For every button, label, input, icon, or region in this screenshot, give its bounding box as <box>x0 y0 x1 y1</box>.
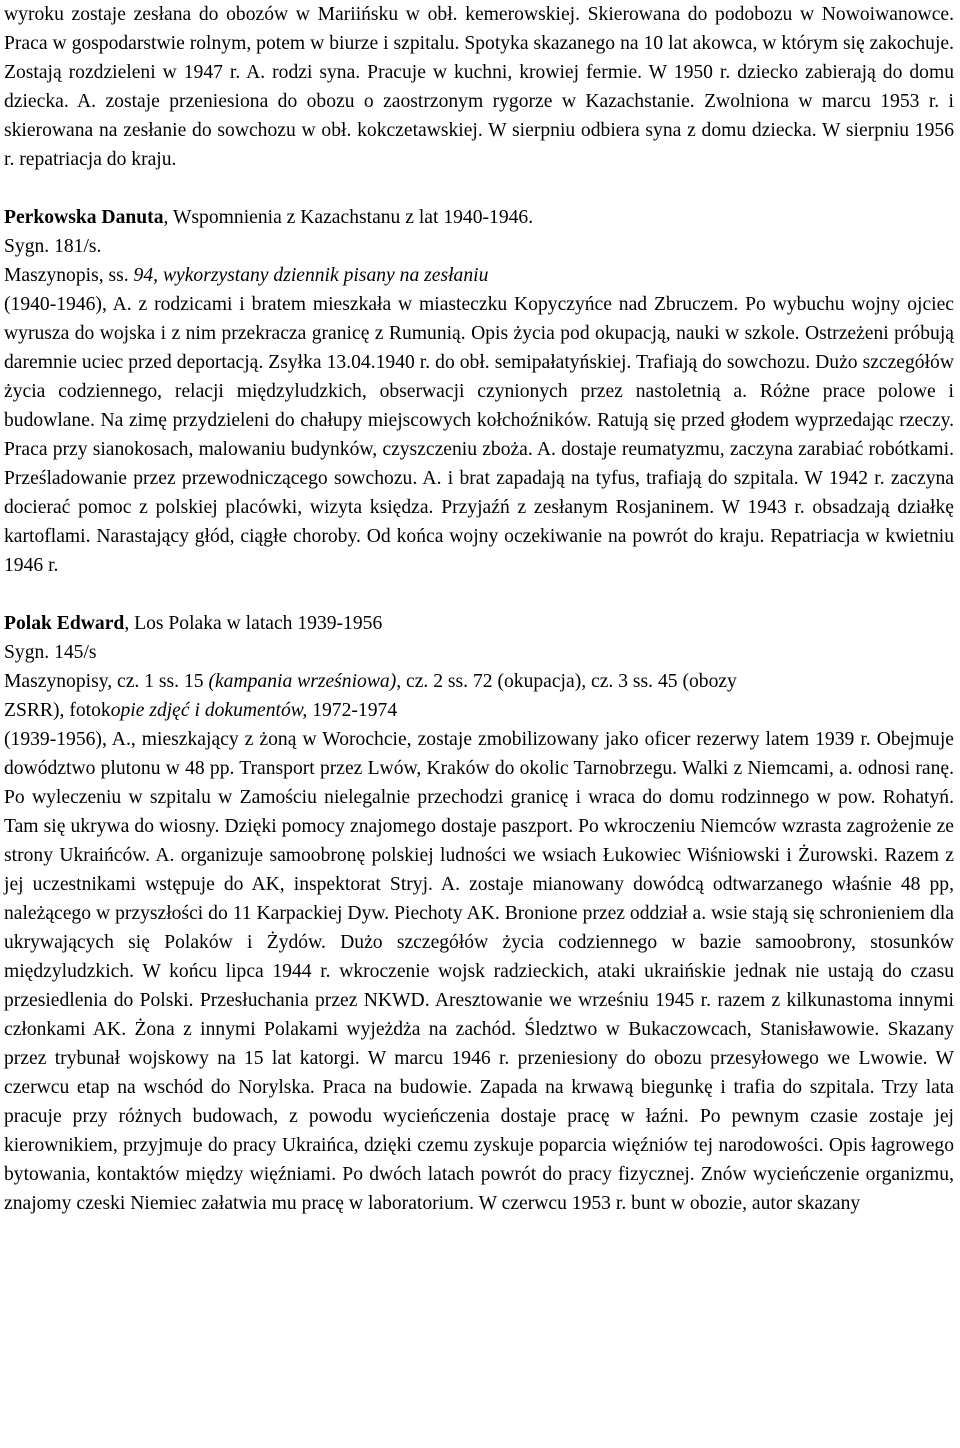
entry-heading <box>4 203 954 232</box>
entry-author: Perkowska Danuta <box>4 207 164 228</box>
entry-format-line-2 <box>4 696 954 725</box>
entry-title: , Wspomnienia z Kazachstanu z lat 1940-1946. <box>163 207 534 228</box>
continuation-paragraph: wyroku zostaje zesłana do obozów w Mariińsku w obł. kemerowskiej. Skierowana do podobozu w Nowoiwanowce. Praca w gospodarstwie rolnym, potem w biurze i szpitalu. Spotyka skazanego na 10 lat akowca, w którym się zakochuje. Zostają rozdzieleni w 1947 r. A. rodzi syna. Pracuje w kuchni, krowiej fermie. W 1950 r. dziecko zabierają do domu dziecka. A. zostaje przeniesiona do obozu o zaostrzonym rygorze w Kazachstanie. Zwolniona w marcu 1953 r. i skierowana na zesłanie do sowchozu w obł. kokczetawskiej. W sierpniu odbiera syna z domu dziecka. W sierpniu 1956 r. repatriacja do kraju. <box>4 4 954 170</box>
catalog-entry-perkowska <box>4 203 954 580</box>
entry-format-italic: 94, wykorzystany dziennik pisany na zesłaniu <box>133 265 489 286</box>
entry-author: Polak Edward <box>4 613 125 634</box>
entry-format-italic: (kampania wrześniowa) <box>208 671 397 692</box>
entry-signature: Sygn. 181/s. <box>4 236 102 257</box>
entry-format <box>4 261 954 290</box>
catalog-entry-polak <box>4 609 954 1218</box>
entry-format-text: Maszynopisy, cz. 1 ss. 15 <box>4 671 209 692</box>
entry-signature: Sygn. 145/s <box>4 642 97 663</box>
entry-format-text: 1972-1974 <box>307 700 398 721</box>
entry-title: , Los Polaka w latach 1939-1956 <box>124 613 383 634</box>
entry-format-text: , cz. 2 ss. 72 (okupacja), cz. 3 ss. 45 (obozy <box>396 671 737 692</box>
entry-format-prefix: Maszynopis, ss. <box>4 265 134 286</box>
entry-description: (1939-1956), A., mieszkający z żoną w Worochcie, zostaje zmobilizowany jako oficer rezerwy latem 1939 r. Obejmuje dowództwo plutonu w 48 pp. Transport przez Lwów, Kraków do okolic Tarnobrzegu. Walki z Niemcami, a. odnosi ranę. Po wyleczeniu w szpitalu w Zamościu nielegalnie przechodzi granicę i wraca do domu rodzinnego w pow. Rohatyń. Tam się ukrywa do wiosny. Dzięki pomocy znajomego dostaje paszport. Po wkroczeniu Niemców wzrasta zagrożenie ze strony Ukraińców. A. organizuje samoobronę polskiej ludności we wsiach Łukowiec Wiśniowski i Żurowski. Razem z jej uczestnikami wstępuje do AK, inspektorat Stryj. A. zostaje mianowany dowódcą odtwarzanego właśnie 48 pp, należącego w przyszłości do 11 Karpackiej Dyw. Piechoty AK. Bronione przez oddział a. wsie stają się schronieniem dla ukrywających się Polaków i Żydów. Dużo szczegółów życia codziennego w bazie samoobrony, stosunków międzyludzkich. W końcu lipca 1944 r. wkroczenie wojsk radzieckich, ataki ukraińskie jednak nie ustają do czasu przesiedlenia do Polski. Przesłuchania przez NKWD. Aresztowanie we wrześniu 1945 r. razem z kilkunastoma innymi członkami AK. Żona z innymi Polakami wyjeżdża na zachód. Śledztwo w Bukaczowcach, Stanisławowie. Skazany przez trybunał wojskowy na 15 lat katorgi. W marcu 1946 r. przeniesiony do obozu przesyłowego we Lwowie. W czerwcu etap na wschód do Norylska. Praca na budowie. Zapada na krwawą biegunkę i trafia do szpitala. Trzy lata pracuje przy różnych budowach, z powodu wycieńczenia dostaje pracę w łaźni. Po pewnym czasie zostaje jej kierownikiem, przyjmuje do pracy Ukraińca, dzięki czemu zyskuje poparcia więźniów tej narodowości. Opis łagrowego bytowania, kontaktów między więźniami. Po dwóch latach powrót do pracy fizycznej. Znów wycieńczenie organizmu, znajomy czeski Niemiec załatwia mu pracę w laboratorium. W czerwcu 1953 r. bunt w obozie, autor skazany <box>4 729 954 1214</box>
entry-heading <box>4 609 954 638</box>
entry-format-line-1 <box>4 667 954 696</box>
entry-description: (1940-1946), A. z rodzicami i bratem mieszkała w miasteczku Kopyczyńce nad Zbruczem. Po wybuchu wojny ojciec wyrusza do wojska i z nim przekracza granicę z Rumunią. Opis życia pod okupacją, nauki w szkole. Ostrzeżeni próbują daremnie uciec przed deportacją. Zsyłka 13.04.1940 r. do obł. semipałatyńskiej. Trafiają do sowchozu. Dużo szczegółów życia codziennego, relacji międzyludzkich, obserwacji czynionych przez nastoletnią a. Różne prace polowe i budowlane. Na zimę przydzieleni do chałupy miejscowych kołchoźników. Ratują się przed głodem wyprzedając rzeczy. Praca przy sianokosach, malowaniu budynków, czyszczeniu zboża. A. dostaje reumatyzmu, zaczyna zarabiać robótkami. Prześladowanie przez przewodniczącego sowchozu. A. i brat zapadają na tyfus, trafiają do szpitala. W 1942 r. zaczyna docierać pomoc z polskiej placówki, wizyta księdza. Przyjaźń z zesłanym Rosjaninem. W 1943 r. obsadzają działkę kartoflami. Narastający głód, ciągłe choroby. Od końca wojny oczekiwanie na powrót do kraju. Repatriacja w kwietniu 1946 r. <box>4 294 954 576</box>
entry-format-italic: opie zdjęć i dokumentów, <box>110 700 308 721</box>
entry-format-text: ZSRR), fotok <box>4 700 111 721</box>
document-page <box>4 0 954 1218</box>
